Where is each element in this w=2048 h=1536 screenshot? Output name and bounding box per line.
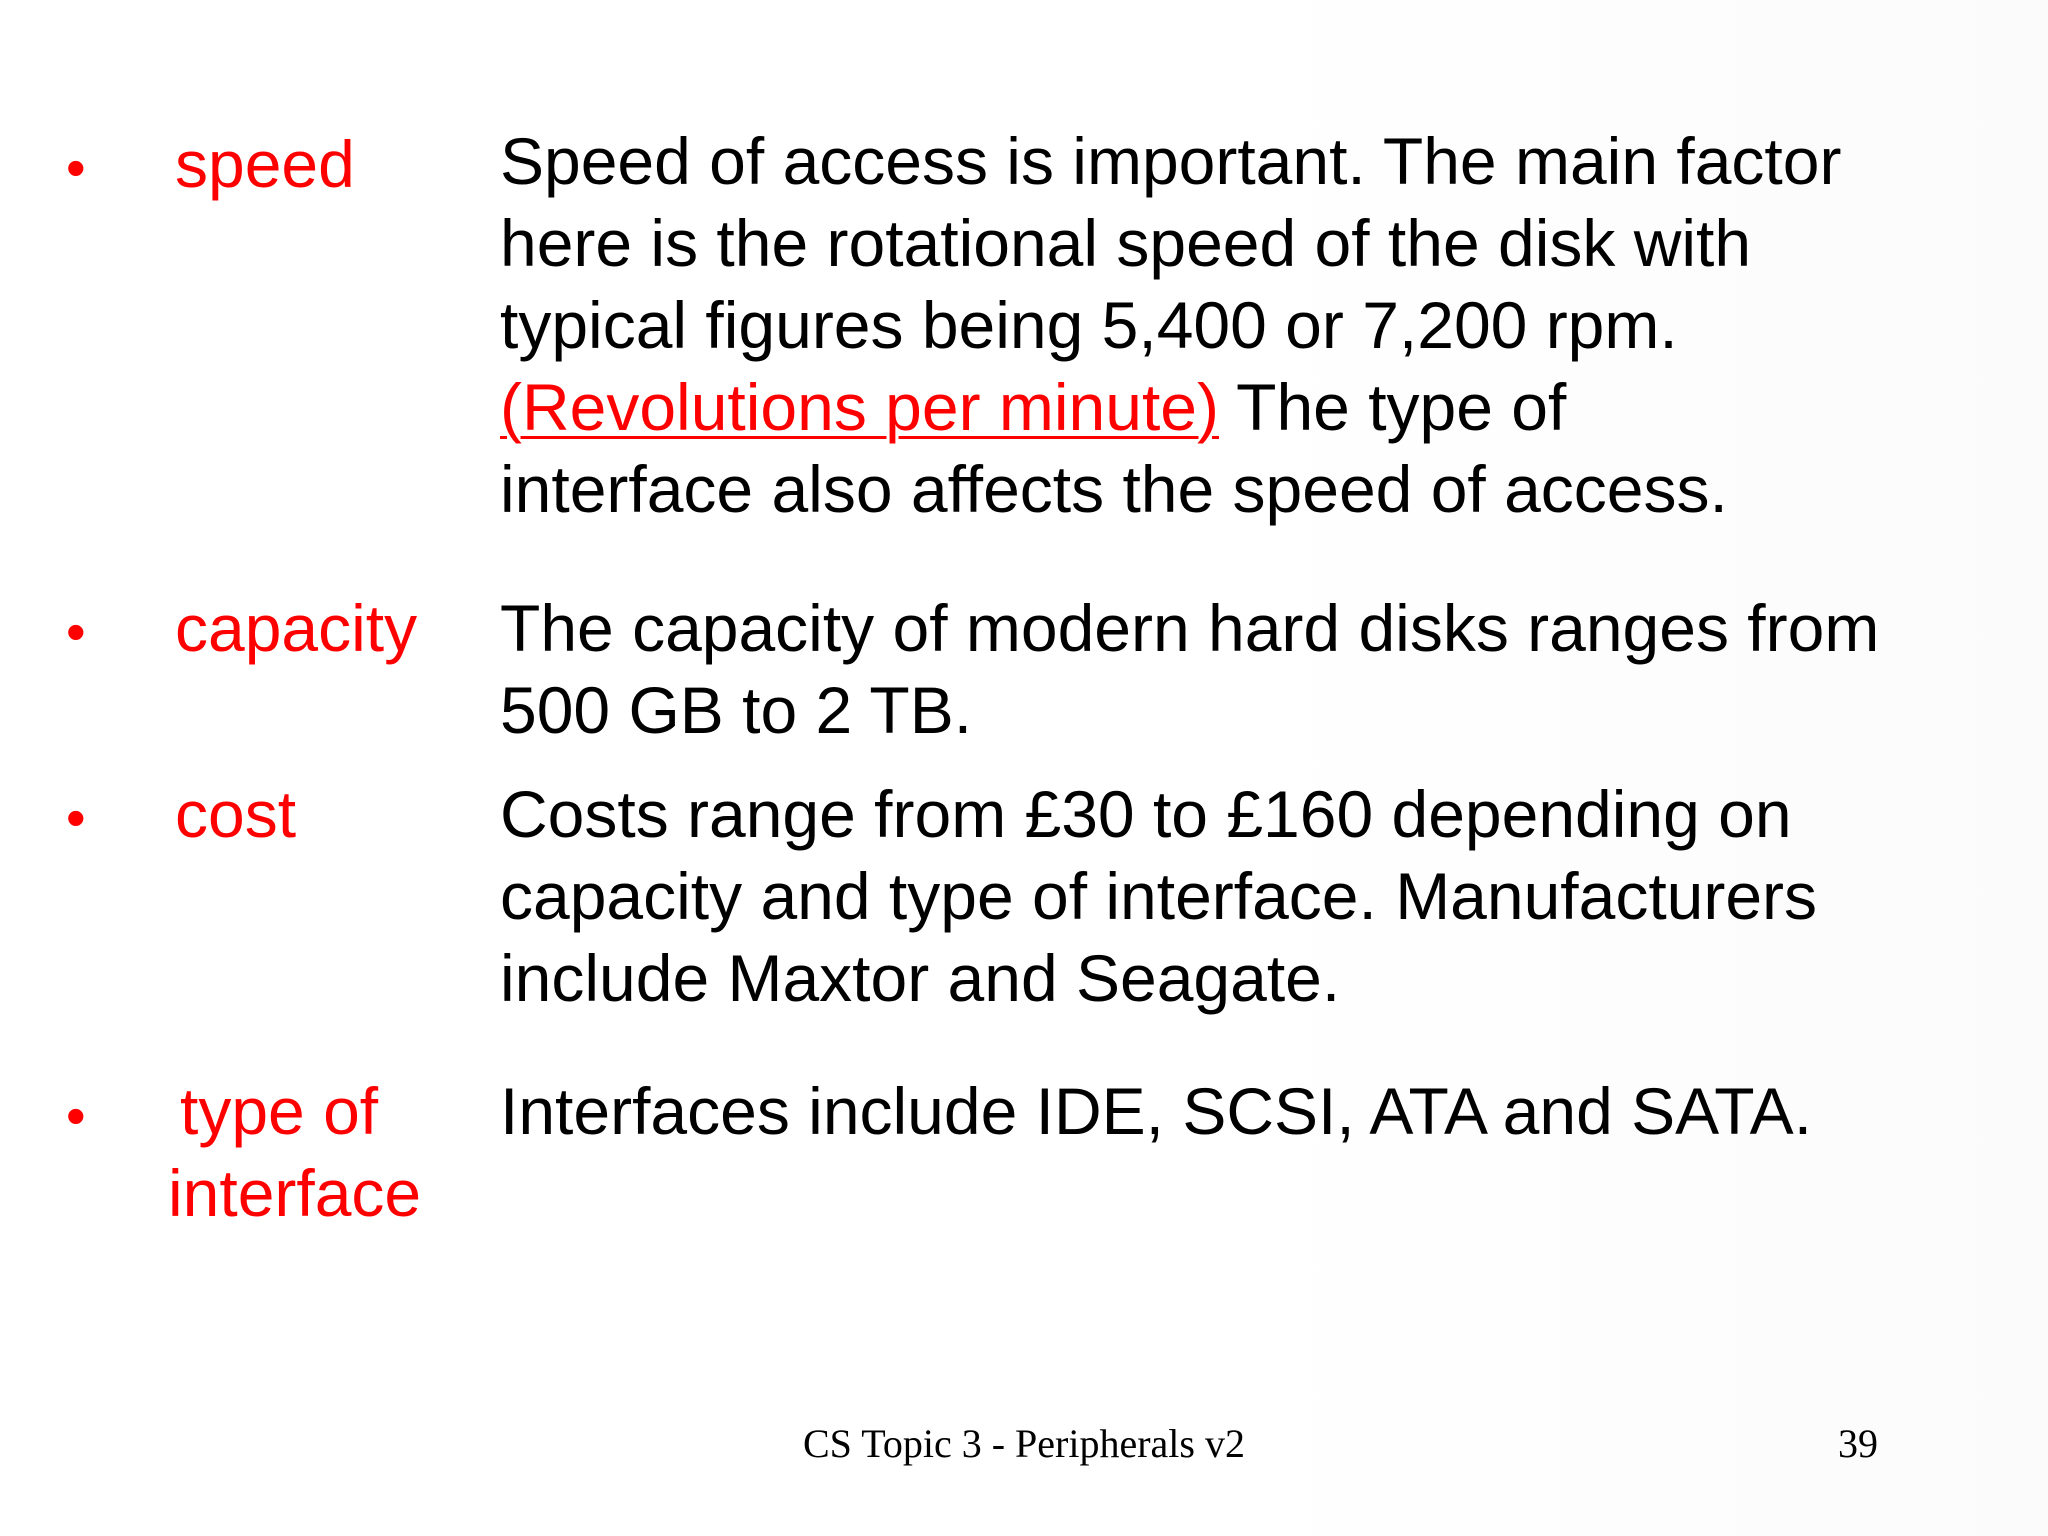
bullet-cost: • bbox=[66, 786, 86, 849]
description-after-link: The type of bbox=[1218, 370, 1567, 444]
term-capacity: capacity bbox=[175, 591, 418, 665]
description-capacity bbox=[500, 587, 1879, 751]
term-cost: cost bbox=[175, 777, 297, 851]
description-line: interface also affects the speed of access. bbox=[500, 452, 1728, 526]
description-line: Costs range from £30 to £160 depending on bbox=[500, 777, 1792, 851]
bullet-type-of-interface: • bbox=[66, 1084, 86, 1147]
revolutions-per-minute-link[interactable]: (Revolutions per minute) bbox=[500, 370, 1219, 444]
description-line: typical figures being 5,400 or 7,200 rpm. bbox=[500, 288, 1678, 362]
description-cost bbox=[500, 773, 1817, 1019]
description-line-with-link bbox=[500, 366, 1841, 448]
description-line: include Maxtor and Seagate. bbox=[500, 941, 1341, 1015]
footer-title: CS Topic 3 - Peripherals v2 bbox=[803, 1421, 1245, 1466]
bullet-speed: • bbox=[66, 136, 86, 199]
description-line: Speed of access is important. The main factor bbox=[500, 124, 1842, 198]
bullet-capacity: • bbox=[66, 600, 86, 663]
term-speed: speed bbox=[175, 127, 355, 201]
term-type-of-interface-line1: type of bbox=[180, 1074, 379, 1148]
term-type-of-interface-line2: interface bbox=[168, 1156, 422, 1230]
description-line: 500 GB to 2 TB. bbox=[500, 673, 973, 747]
description-speed bbox=[500, 120, 1841, 530]
description-line: The capacity of modern hard disks ranges from bbox=[500, 591, 1880, 665]
description-line: Interfaces include IDE, SCSI, ATA and SATA. bbox=[500, 1074, 1813, 1148]
page-number: 39 bbox=[1838, 1421, 1878, 1466]
description-type-of-interface bbox=[500, 1070, 1812, 1152]
description-line: capacity and type of interface. Manufacturers bbox=[500, 859, 1818, 933]
description-line: here is the rotational speed of the disk with bbox=[500, 206, 1752, 280]
